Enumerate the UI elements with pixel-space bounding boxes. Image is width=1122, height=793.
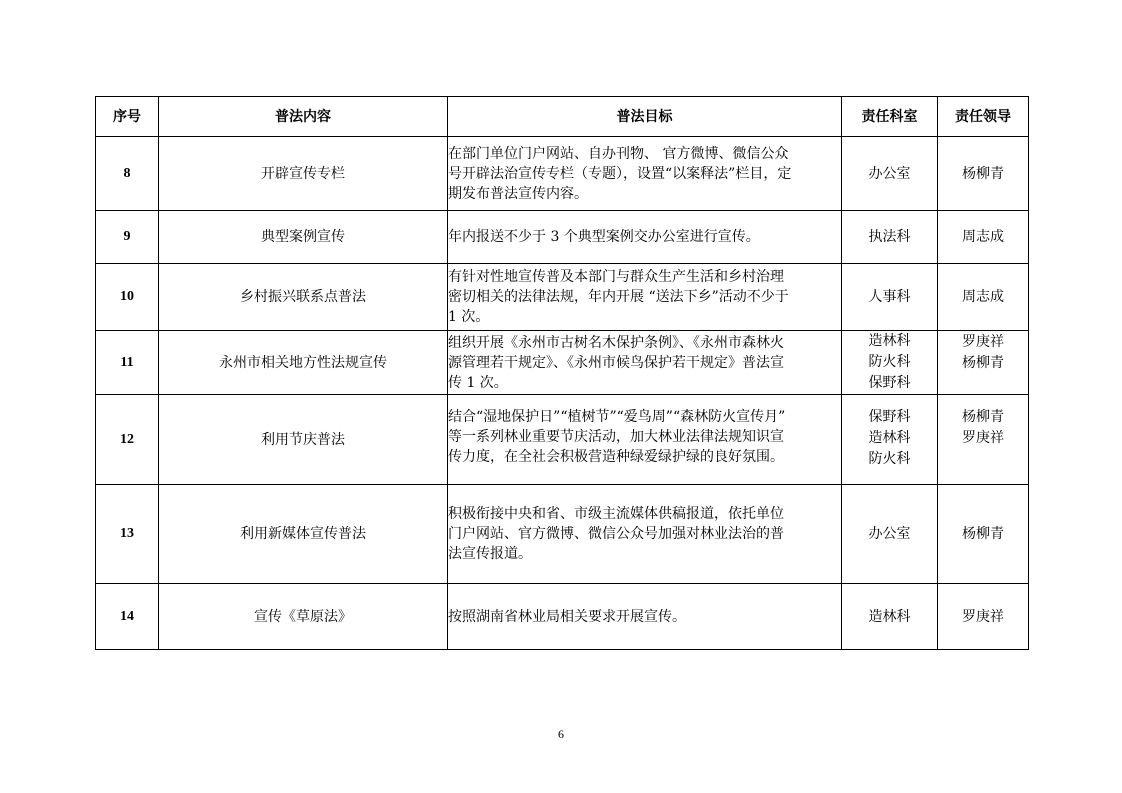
goal-line: 有针对性地宣传普及本部门与群众生产生活和乡村治理 [448, 269, 784, 285]
row-goal [448, 264, 842, 331]
lead-line: 杨柳青 [962, 409, 1004, 425]
row-content: 宣传《草原法》 [159, 584, 448, 650]
row-no: 13 [96, 485, 159, 584]
row-dept [842, 485, 938, 584]
goal-line: 传力度，在全社会积极营造种绿爱绿护绿的良好氛围。 [448, 449, 784, 465]
table-row [96, 264, 1029, 331]
goal-line: 密切相关的法律法规，年内开展 “送法下乡”活动不少于 [448, 289, 789, 305]
goal-line: 号开辟法治宣传专栏（专题），设置“以案释法”栏目，定 [448, 165, 792, 182]
row-dept [842, 137, 938, 211]
goal-line: 源管理若干规定》、《永州市候鸟保护若干规定》普法宣 [448, 354, 784, 371]
dept-line: 造林科 [868, 608, 911, 625]
goal-line: 法宣传报道。 [448, 546, 532, 562]
goal-line: 传 1 次。 [448, 374, 508, 391]
dept-line: 保野科 [868, 409, 911, 425]
row-no: 11 [96, 331, 159, 395]
row-dept [842, 584, 938, 650]
row-content: 乡村振兴联系点普法 [159, 264, 448, 331]
table-row [96, 211, 1029, 264]
row-content: 永州市相关地方性法规宣传 [159, 331, 448, 395]
lead-line: 罗庚祥 [962, 430, 1004, 446]
goal-line: 按照湖南省林业局相关要求开展宣传。 [448, 608, 686, 625]
row-dept [842, 211, 938, 264]
dept-line: 造林科 [868, 333, 911, 349]
row-goal [448, 211, 842, 264]
goal-line: 结合“湿地保护日”“植树节”“爱鸟周”“森林防火宣传月” [448, 409, 786, 425]
row-lead [938, 137, 1029, 211]
lead-line: 杨柳青 [962, 526, 1004, 542]
row-no: 9 [96, 211, 159, 264]
row-content: 开辟宣传专栏 [159, 137, 448, 211]
dept-line: 防火科 [868, 451, 911, 467]
dept-line: 保野科 [868, 375, 911, 391]
lead-line: 杨柳青 [962, 165, 1004, 182]
lead-line: 周志成 [962, 289, 1004, 305]
lead-line: 罗庚祥 [962, 334, 1004, 350]
table-row [96, 395, 1029, 485]
row-no: 12 [96, 395, 159, 485]
header-no: 序号 [96, 97, 159, 137]
row-lead [938, 485, 1029, 584]
row-content: 利用节庆普法 [159, 395, 448, 485]
row-goal [448, 331, 842, 395]
goal-line: 1 次。 [448, 309, 490, 325]
table-header-row [96, 97, 1029, 137]
row-lead [938, 584, 1029, 650]
dept-line: 防火科 [868, 354, 911, 370]
lead-line: 罗庚祥 [962, 608, 1004, 625]
goal-line: 组织开展《永州市古树名木保护条例》、《永州市森林火 [448, 334, 784, 351]
lead-line: 杨柳青 [962, 355, 1004, 371]
goal-line: 积极衔接中央和省、市级主流媒体供稿报道，依托单位 [448, 506, 784, 522]
goal-line: 期发布普法宣传内容。 [448, 185, 588, 202]
header-goal: 普法目标 [448, 97, 842, 137]
row-goal [448, 584, 842, 650]
row-lead [938, 395, 1029, 485]
row-goal [448, 137, 842, 211]
header-lead: 责任领导 [938, 97, 1029, 137]
row-dept [842, 264, 938, 331]
law-publicity-table [95, 96, 1029, 650]
row-no: 8 [96, 137, 159, 211]
row-goal [448, 485, 842, 584]
row-content: 利用新媒体宣传普法 [159, 485, 448, 584]
dept-line: 人事科 [868, 289, 911, 305]
dept-line: 造林科 [868, 430, 911, 446]
row-content: 典型案例宣传 [159, 211, 448, 264]
page-number: 6 [558, 727, 564, 741]
row-lead [938, 264, 1029, 331]
row-lead [938, 331, 1029, 395]
dept-line: 执法科 [868, 229, 911, 245]
goal-line: 门户网站、官方微博、微信公众号加强对林业法治的普 [448, 526, 784, 542]
dept-line: 办公室 [868, 526, 911, 542]
goal-line: 等一系列林业重要节庆活动，加大林业法律法规知识宣 [448, 429, 784, 445]
table-row [96, 485, 1029, 584]
goal-line: 年内报送不少于 3 个典型案例交办公室进行宣传。 [448, 229, 760, 245]
table-row [96, 137, 1029, 211]
row-no: 10 [96, 264, 159, 331]
dept-line: 办公室 [868, 165, 911, 182]
row-lead [938, 211, 1029, 264]
lead-line: 周志成 [962, 229, 1004, 245]
goal-line: 在部门单位门户网站、自办刊物、 官方微博、微信公众 [448, 145, 789, 162]
row-no: 14 [96, 584, 159, 650]
row-dept [842, 395, 938, 485]
row-dept [842, 331, 938, 395]
table-row [96, 331, 1029, 395]
row-goal [448, 395, 842, 485]
header-dept: 责任科室 [842, 97, 938, 137]
table-row [96, 584, 1029, 650]
header-content: 普法内容 [159, 97, 448, 137]
